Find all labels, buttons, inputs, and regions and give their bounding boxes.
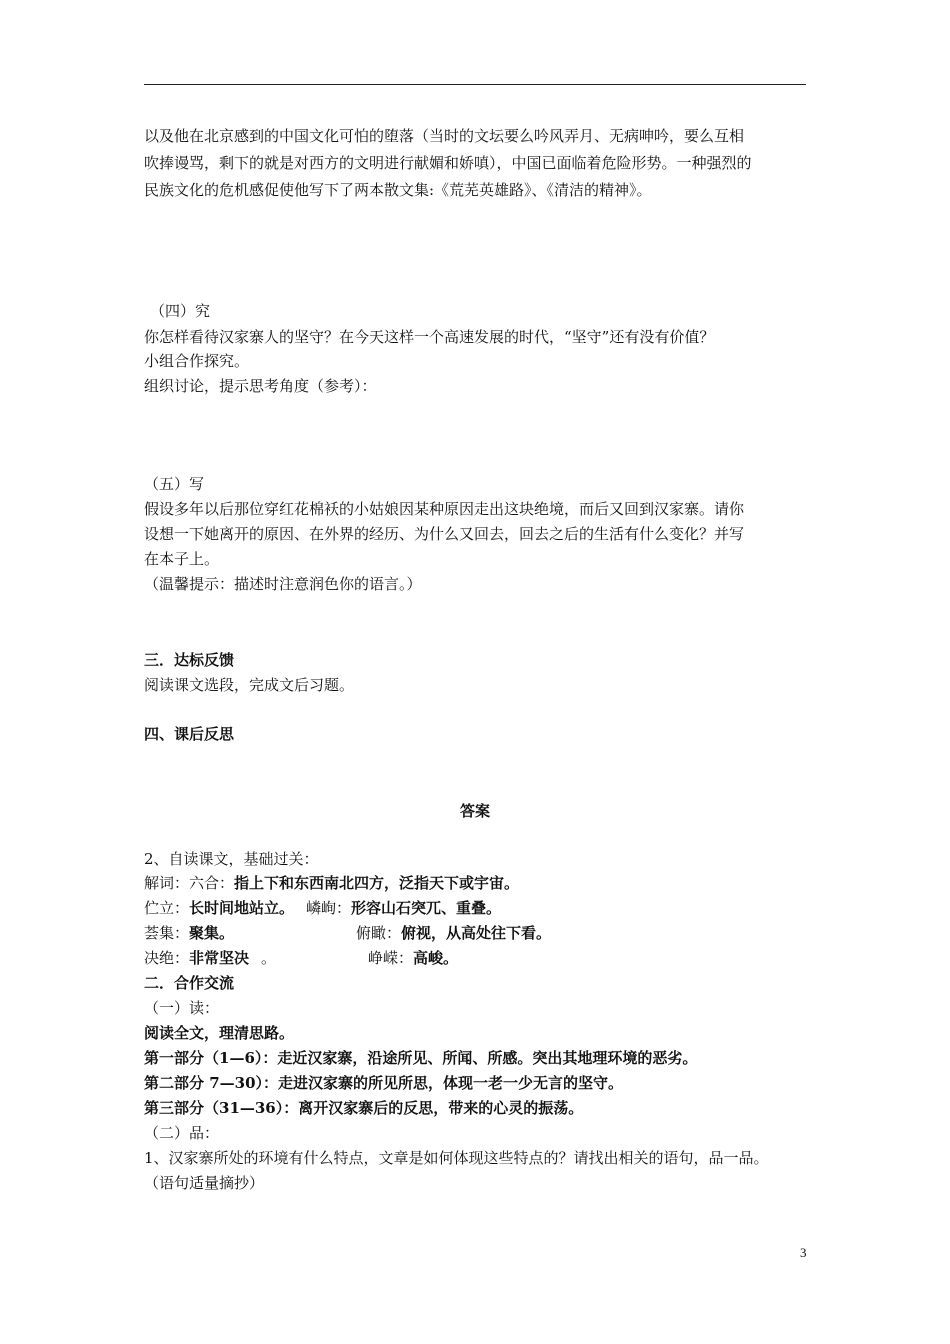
section-4-line-3: 组织讨论，提示思考角度（参考）： [144, 377, 377, 395]
page-number: 3 [800, 1245, 807, 1260]
part-3-line: 阅读课文选段，完成文后习题。 [144, 676, 355, 694]
coop-heading: 二．合作交流 [144, 974, 235, 992]
read-line-2: 第一部分（1—6）：走近汉家寨，沿途所见、所闻、所感。突出其地理环境的恶劣。 [144, 1049, 698, 1067]
vocab-line-3 [144, 923, 234, 943]
read-line-1: 阅读全文，理清思路。 [144, 1024, 295, 1042]
intro-line-2: 吹捧谩骂，剩下的就是对西方的文明进行献媚和娇嗔），中国已面临着危险形势。一种强烈的 [144, 154, 752, 172]
vocab-definition: 俯视，从高处往下看。 [401, 924, 552, 942]
vocab-term: 伫立： [144, 899, 190, 917]
vocab-definition: 形容山石突兀、重叠。 [351, 899, 502, 917]
section-5-line-3: 在本子上。 [144, 550, 220, 568]
section-5-line-4: （温馨提示：描述时注意润色你的语言。） [144, 575, 422, 593]
vocab-line-4 [144, 948, 276, 968]
pin-heading: （二）品： [144, 1124, 220, 1142]
section-4-line-2: 小组合作探究。 [144, 352, 250, 370]
read-line-3: 第二部分 7—30）：走进汉家寨的所见所思，体现一老一少无言的坚守。 [144, 1074, 624, 1092]
vocab-term: 俯瞰： [356, 924, 402, 942]
answers-title: 答案 [459, 802, 490, 820]
vocab-definition: 聚集。 [189, 924, 235, 942]
vocab-definition: 长时间地站立。 [189, 899, 295, 917]
vocab-term: 决绝： [144, 949, 190, 967]
read-line-4: 第三部分（31—36）：离开汉家寨后的反思，带来的心灵的振荡。 [144, 1099, 584, 1117]
vocab-line-4b [368, 948, 458, 968]
section-4-line-1: 你怎样看待汉家寨人的坚守？在今天这样一个高速发展的时代，“坚守”还有没有价值？ [144, 328, 715, 346]
vocab-term: 荟集： [144, 924, 190, 942]
answers-intro: 2、自读课文，基础过关： [144, 850, 319, 868]
pin-line-2: （语句适量摘抄） [144, 1174, 265, 1192]
vocab-term: 嶙峋： [306, 899, 352, 917]
section-5-line-2: 设想一下她离开的原因、在外界的经历、为什么又回去，回去之后的生活有什么变化？并写 [144, 525, 745, 543]
header-rule [144, 84, 806, 85]
vocab-term: 解词：六合： [144, 874, 235, 892]
vocab-line-1 [144, 873, 519, 893]
section-4-heading: （四）究 [150, 302, 211, 320]
intro-line-1: 以及他在北京感到的中国文化可怕的堕落（当时的文坛要么吟风弄月、无病呻吟，要么互相 [144, 127, 745, 145]
vocab-definition: 指上下和东西南北四方，泛指天下或宇宙。 [234, 874, 520, 892]
read-heading: （一）读： [144, 999, 220, 1017]
vocab-line-3b [356, 923, 551, 943]
vocab-definition: 高峻。 [413, 949, 459, 967]
vocab-tail: 。 [261, 949, 277, 967]
section-5-heading: （五）写 [144, 475, 205, 493]
vocab-definition: 非常坚决 [189, 949, 250, 967]
vocab-line-2 [144, 898, 501, 918]
part-4-heading: 四、课后反思 [144, 725, 235, 743]
pin-line-1: 1、汉家寨所处的环境有什么特点，文章是如何体现这些特点的？请找出相关的语句，品一品。 [144, 1149, 769, 1167]
section-5-line-1: 假设多年以后那位穿红花棉袄的小姑娘因某种原因走出这块绝境，而后又回到汉家寨。请你 [144, 500, 745, 518]
part-3-heading: 三．达标反馈 [144, 651, 235, 669]
vocab-term: 峥嵘： [368, 949, 414, 967]
intro-line-3: 民族文化的危机感促使他写下了两本散文集:《荒芜英雄路》、《清洁的精神》。 [144, 181, 652, 199]
